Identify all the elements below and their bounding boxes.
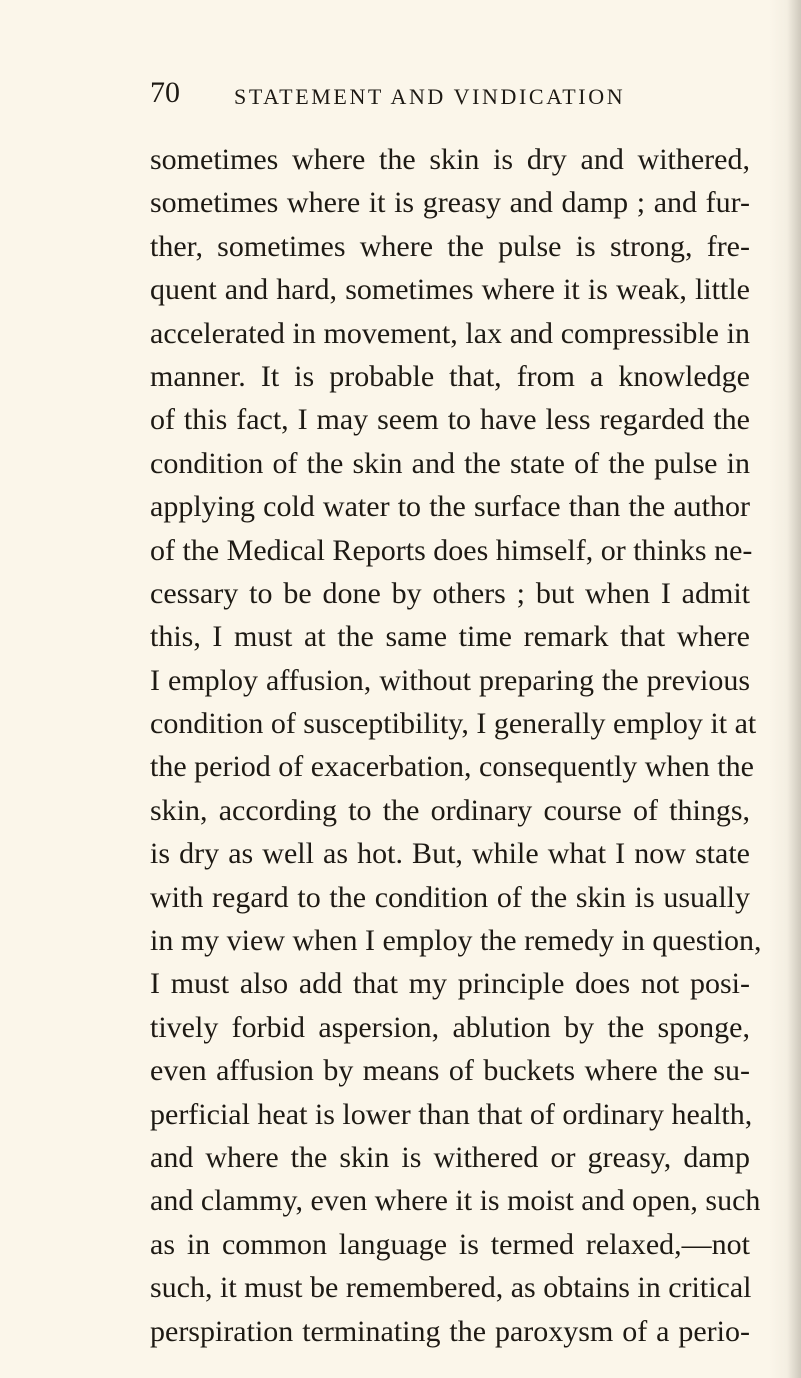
- body-text: [150, 138, 762, 1353]
- text-line: is dry as well as hot. But, while what I now state: [150, 837, 750, 871]
- text-line: with regard to the condition of the skin is usually: [150, 880, 750, 914]
- text-line: and clammy, even where it is moist and open, such: [150, 1184, 761, 1218]
- running-head: [150, 76, 710, 116]
- text-line: such, it must be remembered, as obtains in critical: [150, 1271, 752, 1305]
- text-line: I employ affusion, without preparing the previous: [150, 663, 750, 697]
- text-line: sometimes where it is greasy and damp ; and fur-: [150, 186, 750, 220]
- text-line: cessary to be done by others ; but when I admit: [150, 576, 750, 610]
- text-line: perficial heat is lower than that of ordinary health,: [150, 1097, 753, 1131]
- text-line: applying cold water to the surface than the author: [150, 490, 750, 524]
- page-edge-shadow: [787, 0, 801, 1378]
- text-line: as in common language is termed relaxed,—not: [150, 1227, 750, 1261]
- text-line: quent and hard, sometimes where it is weak, little: [150, 273, 750, 307]
- text-line: the period of exacerbation, consequently when the: [150, 750, 754, 784]
- text-line: I must also add that my principle does not posi-: [150, 967, 750, 1001]
- text-line: of this fact, I may seem to have less regarded the: [150, 403, 750, 437]
- text-line: sometimes where the skin is dry and withered,: [150, 143, 750, 176]
- text-line: of the Medical Reports does himself, or thinks ne-: [150, 533, 753, 567]
- text-line: tively forbid aspersion, ablution by the sponge,: [150, 1010, 750, 1044]
- text-line: in my view when I employ the remedy in question,: [150, 924, 762, 958]
- text-line: perspiration terminating the paroxysm of a perio-: [150, 1314, 750, 1348]
- text-line: manner. It is probable that, from a knowledge: [150, 359, 750, 393]
- page-number: 70: [150, 76, 180, 109]
- text-line: condition of the skin and the state of the pulse in: [150, 446, 750, 480]
- text-line: condition of susceptibility, I generally employ it at: [150, 707, 757, 741]
- text-line: ther, sometimes where the pulse is strong, fre-: [150, 229, 750, 263]
- text-line: accelerated in movement, lax and compressible in: [150, 316, 750, 350]
- running-head-title: STATEMENT AND VINDICATION: [234, 84, 626, 109]
- text-line: this, I must at the same time remark that where: [150, 620, 750, 654]
- text-line: and where the skin is withered or greasy, damp: [150, 1140, 750, 1174]
- text-line: skin, according to the ordinary course of things,: [150, 793, 750, 827]
- text-line: even affusion by means of buckets where the su-: [150, 1054, 750, 1088]
